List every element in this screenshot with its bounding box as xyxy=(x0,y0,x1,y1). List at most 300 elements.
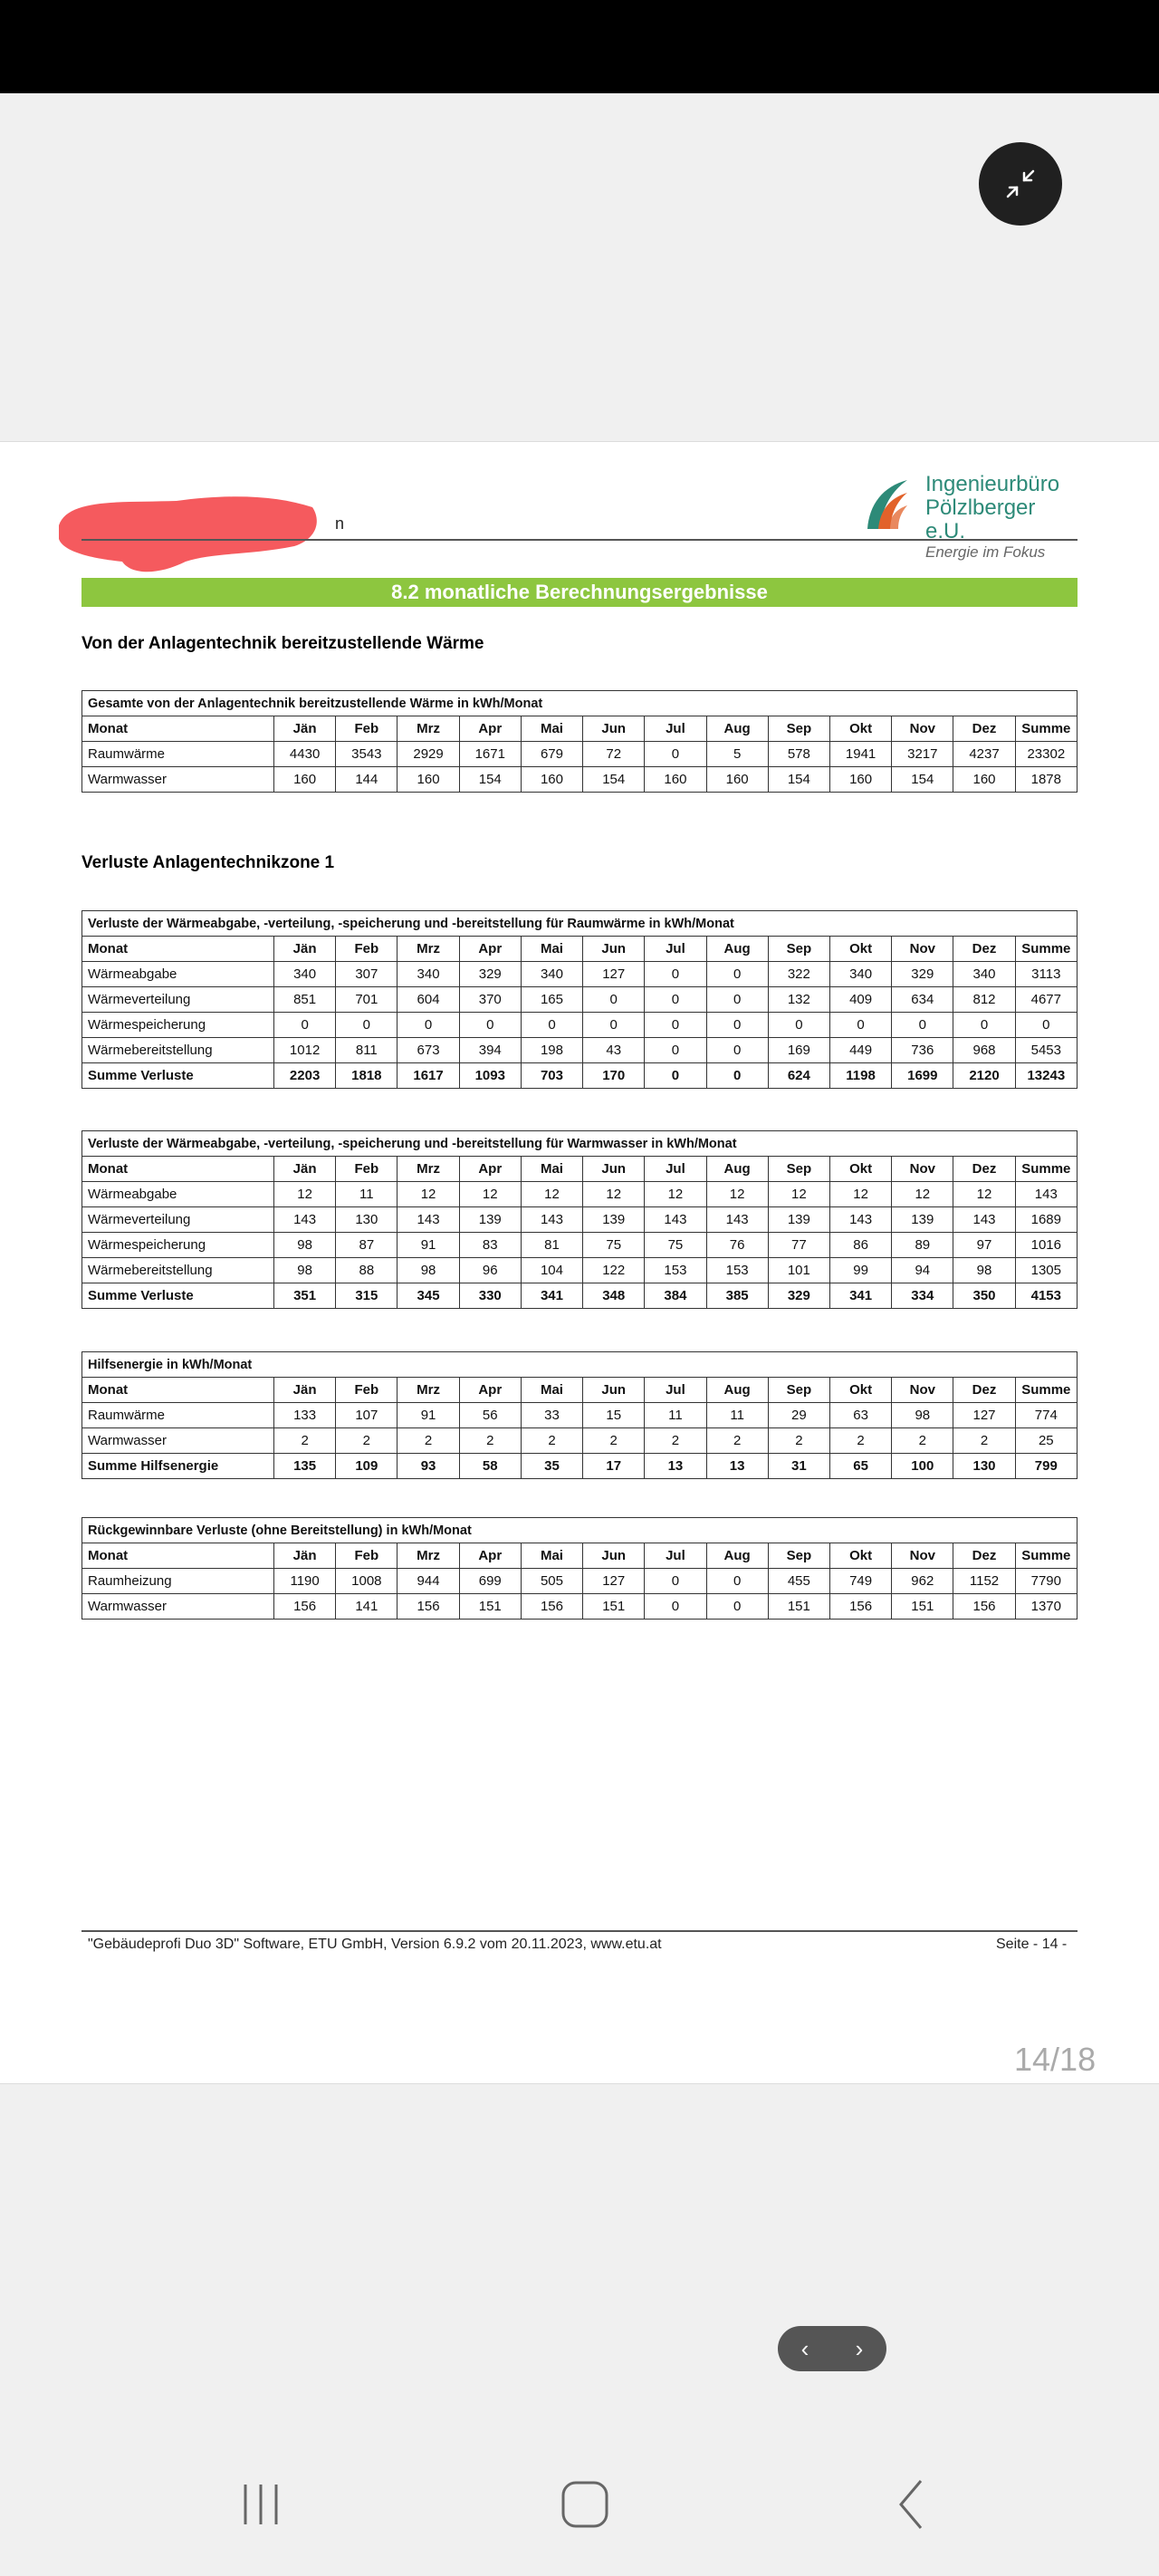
table-caption-row xyxy=(82,1352,1078,1378)
table-cell: 4237 xyxy=(953,742,1015,767)
table-cell: 12 xyxy=(892,1182,953,1207)
table-row xyxy=(82,987,1078,1013)
table-cell: 2 xyxy=(521,1428,582,1454)
column-header: Jul xyxy=(645,1543,706,1569)
table-cell: 109 xyxy=(336,1454,398,1479)
column-header: Aug xyxy=(706,1378,768,1403)
table-cell: 144 xyxy=(336,767,398,793)
table-cell: 0 xyxy=(459,1013,521,1038)
row-label: Warmwasser xyxy=(82,1594,274,1620)
table-cell: 2 xyxy=(336,1428,398,1454)
table-cell: 1699 xyxy=(892,1063,953,1089)
table-cell: 0 xyxy=(953,1013,1015,1038)
column-header: Dez xyxy=(953,937,1015,962)
table-cell: 97 xyxy=(953,1233,1015,1258)
table-cell: 127 xyxy=(583,962,645,987)
table-header-row xyxy=(82,1378,1078,1403)
column-header: Jul xyxy=(645,716,706,742)
table-cell: 0 xyxy=(645,987,706,1013)
row-label: Summe Hilfsenergie xyxy=(82,1454,274,1479)
table-cell: 122 xyxy=(583,1258,645,1283)
page-navigator xyxy=(778,2326,886,2371)
table-cell: 83 xyxy=(459,1233,521,1258)
table-cell: 699 xyxy=(459,1569,521,1594)
column-header: Summe xyxy=(1015,1157,1077,1182)
table-cell: 98 xyxy=(892,1403,953,1428)
table-cell: 0 xyxy=(336,1013,398,1038)
table-cell: 968 xyxy=(953,1038,1015,1063)
table-cell: 341 xyxy=(829,1283,891,1309)
table-header-row xyxy=(82,937,1078,962)
table-cell: 0 xyxy=(398,1013,459,1038)
table-cell: 315 xyxy=(336,1283,398,1309)
table-cell: 774 xyxy=(1015,1403,1077,1428)
table-cell: 455 xyxy=(768,1569,829,1594)
column-header: Monat xyxy=(82,937,274,962)
table-cell: 578 xyxy=(768,742,829,767)
table-cell: 5453 xyxy=(1015,1038,1077,1063)
table-cell: 56 xyxy=(459,1403,521,1428)
table-cell: 736 xyxy=(892,1038,953,1063)
table-row xyxy=(82,767,1078,793)
table-cell: 351 xyxy=(274,1283,336,1309)
table-cell: 409 xyxy=(829,987,891,1013)
table-cell: 0 xyxy=(768,1013,829,1038)
row-label: Warmwasser xyxy=(82,767,274,793)
column-header: Dez xyxy=(953,1543,1015,1569)
table-cell: 156 xyxy=(521,1594,582,1620)
table-cell: 1818 xyxy=(336,1063,398,1089)
collapse-icon xyxy=(1002,166,1039,202)
table-cell: 81 xyxy=(521,1233,582,1258)
table-cell: 11 xyxy=(645,1403,706,1428)
table-cell: 127 xyxy=(953,1403,1015,1428)
table-caption-row xyxy=(82,1518,1078,1543)
row-label: Summe Verluste xyxy=(82,1283,274,1309)
column-header: Mrz xyxy=(398,1157,459,1182)
column-header: Aug xyxy=(706,937,768,962)
column-header: Sep xyxy=(768,1378,829,1403)
table-cell: 0 xyxy=(829,1013,891,1038)
table-cell: 101 xyxy=(768,1258,829,1283)
home-icon xyxy=(560,2479,610,2530)
table-cell: 0 xyxy=(1015,1013,1077,1038)
table-cell: 1671 xyxy=(459,742,521,767)
table-cell: 334 xyxy=(892,1283,953,1309)
table-cell: 385 xyxy=(706,1283,768,1309)
table-cell: 169 xyxy=(768,1038,829,1063)
table-cell: 160 xyxy=(706,767,768,793)
table-cell: 5 xyxy=(706,742,768,767)
viewer-background xyxy=(0,93,1159,441)
table-cell: 322 xyxy=(768,962,829,987)
table-cell: 93 xyxy=(398,1454,459,1479)
table-cell: 12 xyxy=(459,1182,521,1207)
table-cell: 0 xyxy=(645,1013,706,1038)
table-cell: 701 xyxy=(336,987,398,1013)
column-header: Okt xyxy=(829,937,891,962)
table-cell: 153 xyxy=(645,1258,706,1283)
table-cell: 329 xyxy=(892,962,953,987)
row-label: Wärmespeicherung xyxy=(82,1013,274,1038)
row-label: Wärmebereitstellung xyxy=(82,1258,274,1283)
table-cell: 0 xyxy=(706,1013,768,1038)
table-cell: 384 xyxy=(645,1283,706,1309)
table-cell: 12 xyxy=(521,1182,582,1207)
table-cell: 151 xyxy=(459,1594,521,1620)
row-label: Wärmeverteilung xyxy=(82,1207,274,1233)
previous-page-button[interactable]: ‹ xyxy=(800,2334,809,2362)
table-cell: 160 xyxy=(274,767,336,793)
table-cell: 0 xyxy=(706,1063,768,1089)
table-cell: 330 xyxy=(459,1283,521,1309)
table-row xyxy=(82,1063,1078,1089)
column-header: Feb xyxy=(336,1157,398,1182)
table-cell: 799 xyxy=(1015,1454,1077,1479)
table-row xyxy=(82,1038,1078,1063)
column-header: Okt xyxy=(829,1157,891,1182)
table-cell: 0 xyxy=(645,962,706,987)
table-cell: 143 xyxy=(521,1207,582,1233)
column-header: Sep xyxy=(768,1157,829,1182)
table-cell: 91 xyxy=(398,1403,459,1428)
table-cell: 153 xyxy=(706,1258,768,1283)
table-cell: 1689 xyxy=(1015,1207,1077,1233)
table-cell: 4677 xyxy=(1015,987,1077,1013)
table-cell: 505 xyxy=(521,1569,582,1594)
table-cell: 4430 xyxy=(274,742,336,767)
table-cell: 2 xyxy=(953,1428,1015,1454)
table-cell: 1370 xyxy=(1015,1594,1077,1620)
footer-rule xyxy=(81,1930,1078,1932)
table-cell: 15 xyxy=(583,1403,645,1428)
table-cell: 0 xyxy=(706,987,768,1013)
column-header: Monat xyxy=(82,1378,274,1403)
table-header-row xyxy=(82,716,1078,742)
table-cell: 0 xyxy=(583,987,645,1013)
table-cell: 0 xyxy=(645,1063,706,1089)
table-cell: 0 xyxy=(583,1013,645,1038)
column-header: Summe xyxy=(1015,1378,1077,1403)
table-cell: 31 xyxy=(768,1454,829,1479)
table-heat-supply xyxy=(81,690,1078,793)
table-cell: 13 xyxy=(706,1454,768,1479)
table-cell: 132 xyxy=(768,987,829,1013)
table-cell: 350 xyxy=(953,1283,1015,1309)
column-header: Jän xyxy=(274,937,336,962)
recents-icon xyxy=(238,2481,283,2528)
table-cell: 1012 xyxy=(274,1038,336,1063)
table-cell: 3543 xyxy=(336,742,398,767)
table-cell: 0 xyxy=(645,1594,706,1620)
table-cell: 98 xyxy=(274,1258,336,1283)
table-cell: 1016 xyxy=(1015,1233,1077,1258)
table-cell: 1878 xyxy=(1015,767,1077,793)
table-cell: 43 xyxy=(583,1038,645,1063)
table-cell: 96 xyxy=(459,1258,521,1283)
table-row xyxy=(82,1233,1078,1258)
table-cell: 307 xyxy=(336,962,398,987)
table-cell: 962 xyxy=(892,1569,953,1594)
table-cell: 12 xyxy=(953,1182,1015,1207)
table-caption: Hilfsenergie in kWh/Monat xyxy=(82,1352,1078,1378)
column-header: Okt xyxy=(829,1378,891,1403)
table-cell: 12 xyxy=(706,1182,768,1207)
table-cell: 127 xyxy=(583,1569,645,1594)
row-label: Raumwärme xyxy=(82,1403,274,1428)
section-title: 8.2 monatliche Berechnungsergebnisse xyxy=(81,578,1078,607)
column-header: Okt xyxy=(829,1543,891,1569)
column-header: Jun xyxy=(583,716,645,742)
table-cell: 340 xyxy=(274,962,336,987)
table-cell: 7790 xyxy=(1015,1569,1077,1594)
table-cell: 77 xyxy=(768,1233,829,1258)
table-cell: 749 xyxy=(829,1569,891,1594)
table-cell: 1198 xyxy=(829,1063,891,1089)
table-cell: 2 xyxy=(892,1428,953,1454)
table-cell: 65 xyxy=(829,1454,891,1479)
table-cell: 72 xyxy=(583,742,645,767)
table-losses-space-heating xyxy=(81,910,1078,1089)
table-cell: 340 xyxy=(521,962,582,987)
table-cell: 98 xyxy=(398,1258,459,1283)
table-cell: 1617 xyxy=(398,1063,459,1089)
column-header: Jän xyxy=(274,1543,336,1569)
table-cell: 23302 xyxy=(1015,742,1077,767)
table-cell: 812 xyxy=(953,987,1015,1013)
table-cell: 139 xyxy=(583,1207,645,1233)
table-cell: 198 xyxy=(521,1038,582,1063)
table-cell: 624 xyxy=(768,1063,829,1089)
column-header: Dez xyxy=(953,716,1015,742)
column-header: Mrz xyxy=(398,1543,459,1569)
back-button[interactable] xyxy=(880,2477,943,2532)
table-row xyxy=(82,1454,1078,1479)
table-cell: 11 xyxy=(706,1403,768,1428)
footer-page-number: Seite - 14 - xyxy=(996,1937,1068,1952)
column-header: Aug xyxy=(706,716,768,742)
company-logo xyxy=(860,471,1078,561)
table-cell: 156 xyxy=(274,1594,336,1620)
table-caption: Gesamte von der Anlagentechnik bereitzustellende Wärme in kWh/Monat xyxy=(82,691,1078,716)
table-cell: 58 xyxy=(459,1454,521,1479)
table-cell: 160 xyxy=(521,767,582,793)
table-cell: 811 xyxy=(336,1038,398,1063)
row-label: Summe Verluste xyxy=(82,1063,274,1089)
table-row xyxy=(82,1182,1078,1207)
table-cell: 1305 xyxy=(1015,1258,1077,1283)
column-header: Mai xyxy=(521,716,582,742)
column-header: Monat xyxy=(82,716,274,742)
column-header: Summe xyxy=(1015,937,1077,962)
table-cell: 143 xyxy=(706,1207,768,1233)
table-cell: 25 xyxy=(1015,1428,1077,1454)
row-label: Wärmeabgabe xyxy=(82,1182,274,1207)
column-header: Nov xyxy=(892,716,953,742)
column-header: Summe xyxy=(1015,1543,1077,1569)
table-cell: 151 xyxy=(768,1594,829,1620)
table-cell: 154 xyxy=(768,767,829,793)
table-cell: 100 xyxy=(892,1454,953,1479)
table-row xyxy=(82,742,1078,767)
row-label: Wärmespeicherung xyxy=(82,1233,274,1258)
table-cell: 341 xyxy=(521,1283,582,1309)
table-cell: 851 xyxy=(274,987,336,1013)
column-header: Sep xyxy=(768,937,829,962)
table-cell: 160 xyxy=(645,767,706,793)
table-cell: 4153 xyxy=(1015,1283,1077,1309)
table-cell: 139 xyxy=(459,1207,521,1233)
logo-line-2: Pölzlberger e.U. xyxy=(925,495,1036,543)
table-recoverable-losses xyxy=(81,1517,1078,1620)
table-cell: 345 xyxy=(398,1283,459,1309)
table-cell: 75 xyxy=(645,1233,706,1258)
table-row xyxy=(82,1207,1078,1233)
column-header: Jun xyxy=(583,1543,645,1569)
table-cell: 348 xyxy=(583,1283,645,1309)
table-cell: 2203 xyxy=(274,1063,336,1089)
column-header: Summe xyxy=(1015,716,1077,742)
table-cell: 154 xyxy=(892,767,953,793)
table-cell: 2 xyxy=(829,1428,891,1454)
logo-line-1: Ingenieurbüro xyxy=(925,472,1060,496)
column-header: Okt xyxy=(829,716,891,742)
table-cell: 0 xyxy=(645,742,706,767)
table-header-row xyxy=(82,1157,1078,1182)
table-cell: 944 xyxy=(398,1569,459,1594)
table-cell: 104 xyxy=(521,1258,582,1283)
recents-button[interactable] xyxy=(229,2477,292,2532)
table-cell: 33 xyxy=(521,1403,582,1428)
table-caption-row xyxy=(82,691,1078,716)
table-cell: 3113 xyxy=(1015,962,1077,987)
table-cell: 2 xyxy=(645,1428,706,1454)
table-cell: 76 xyxy=(706,1233,768,1258)
column-header: Nov xyxy=(892,937,953,962)
table-cell: 160 xyxy=(829,767,891,793)
table-cell: 165 xyxy=(521,987,582,1013)
column-header: Jän xyxy=(274,716,336,742)
row-label: Raumheizung xyxy=(82,1569,274,1594)
table-row xyxy=(82,1569,1078,1594)
column-header: Feb xyxy=(336,937,398,962)
table-cell: 143 xyxy=(398,1207,459,1233)
table-cell: 143 xyxy=(274,1207,336,1233)
table-cell: 2 xyxy=(398,1428,459,1454)
table-cell: 86 xyxy=(829,1233,891,1258)
column-header: Monat xyxy=(82,1157,274,1182)
table-cell: 11 xyxy=(336,1182,398,1207)
table-cell: 17 xyxy=(583,1454,645,1479)
table-row xyxy=(82,1594,1078,1620)
table-cell: 143 xyxy=(953,1207,1015,1233)
table-cell: 88 xyxy=(336,1258,398,1283)
table-cell: 1008 xyxy=(336,1569,398,1594)
table-cell: 151 xyxy=(892,1594,953,1620)
collapse-button[interactable] xyxy=(979,142,1062,226)
table-cell: 3217 xyxy=(892,742,953,767)
column-header: Jun xyxy=(583,937,645,962)
table-auxiliary-energy xyxy=(81,1351,1078,1479)
table-row xyxy=(82,1428,1078,1454)
table-cell: 2 xyxy=(274,1428,336,1454)
table-row xyxy=(82,962,1078,987)
table-row xyxy=(82,1283,1078,1309)
table-row xyxy=(82,1403,1078,1428)
table-cell: 151 xyxy=(583,1594,645,1620)
next-page-button[interactable]: › xyxy=(855,2334,864,2362)
table-cell: 12 xyxy=(398,1182,459,1207)
table-cell: 2120 xyxy=(953,1063,1015,1089)
table-header-row xyxy=(82,1543,1078,1569)
footer-software-note: "Gebäudeprofi Duo 3D" Software, ETU GmbH, Version 6.9.2 vom 20.11.2023, www.etu.at xyxy=(88,1937,662,1952)
table-cell: 0 xyxy=(521,1013,582,1038)
column-header: Feb xyxy=(336,1378,398,1403)
back-icon xyxy=(894,2477,930,2532)
row-label: Wärmeabgabe xyxy=(82,962,274,987)
table-caption: Rückgewinnbare Verluste (ohne Bereitstellung) in kWh/Monat xyxy=(82,1518,1078,1543)
column-header: Dez xyxy=(953,1157,1015,1182)
table-cell: 139 xyxy=(768,1207,829,1233)
column-header: Aug xyxy=(706,1157,768,1182)
column-header: Monat xyxy=(82,1543,274,1569)
column-header: Jän xyxy=(274,1378,336,1403)
table-caption: Verluste der Wärmeabgabe, -verteilung, -speicherung und -bereitstellung für Raumwärme in kWh/Monat xyxy=(82,911,1078,937)
table-cell: 703 xyxy=(521,1063,582,1089)
column-header: Mai xyxy=(521,1378,582,1403)
column-header: Jun xyxy=(583,1157,645,1182)
table-cell: 156 xyxy=(398,1594,459,1620)
column-header: Nov xyxy=(892,1543,953,1569)
table-cell: 2 xyxy=(768,1428,829,1454)
column-header: Jul xyxy=(645,1378,706,1403)
column-header: Apr xyxy=(459,1157,521,1182)
table-cell: 141 xyxy=(336,1594,398,1620)
table-cell: 634 xyxy=(892,987,953,1013)
table-cell: 0 xyxy=(706,1594,768,1620)
heading-heat-supply: Von der Anlagentechnik bereitzustellende Wärme xyxy=(81,634,484,653)
table-cell: 0 xyxy=(892,1013,953,1038)
table-cell: 0 xyxy=(706,1038,768,1063)
home-button[interactable] xyxy=(553,2477,617,2532)
table-cell: 1093 xyxy=(459,1063,521,1089)
table-cell: 2 xyxy=(583,1428,645,1454)
table-cell: 329 xyxy=(768,1283,829,1309)
redaction-mark xyxy=(50,476,321,580)
column-header: Nov xyxy=(892,1378,953,1403)
table-cell: 75 xyxy=(583,1233,645,1258)
table-cell: 1941 xyxy=(829,742,891,767)
column-header: Mrz xyxy=(398,716,459,742)
table-cell: 156 xyxy=(953,1594,1015,1620)
column-header: Mai xyxy=(521,1543,582,1569)
table-cell: 156 xyxy=(829,1594,891,1620)
column-header: Apr xyxy=(459,937,521,962)
table-cell: 394 xyxy=(459,1038,521,1063)
table-cell: 154 xyxy=(583,767,645,793)
column-header: Jän xyxy=(274,1157,336,1182)
table-cell: 340 xyxy=(829,962,891,987)
table-cell: 154 xyxy=(459,767,521,793)
page-counter: 14/18 xyxy=(1014,2041,1097,2078)
table-cell: 1152 xyxy=(953,1569,1015,1594)
table-cell: 0 xyxy=(706,962,768,987)
table-caption: Verluste der Wärmeabgabe, -verteilung, -speicherung und -bereitstellung für Warmwasser in kWh/Monat xyxy=(82,1131,1078,1157)
table-cell: 329 xyxy=(459,962,521,987)
row-label: Warmwasser xyxy=(82,1428,274,1454)
table-cell: 679 xyxy=(521,742,582,767)
table-cell: 98 xyxy=(953,1258,1015,1283)
